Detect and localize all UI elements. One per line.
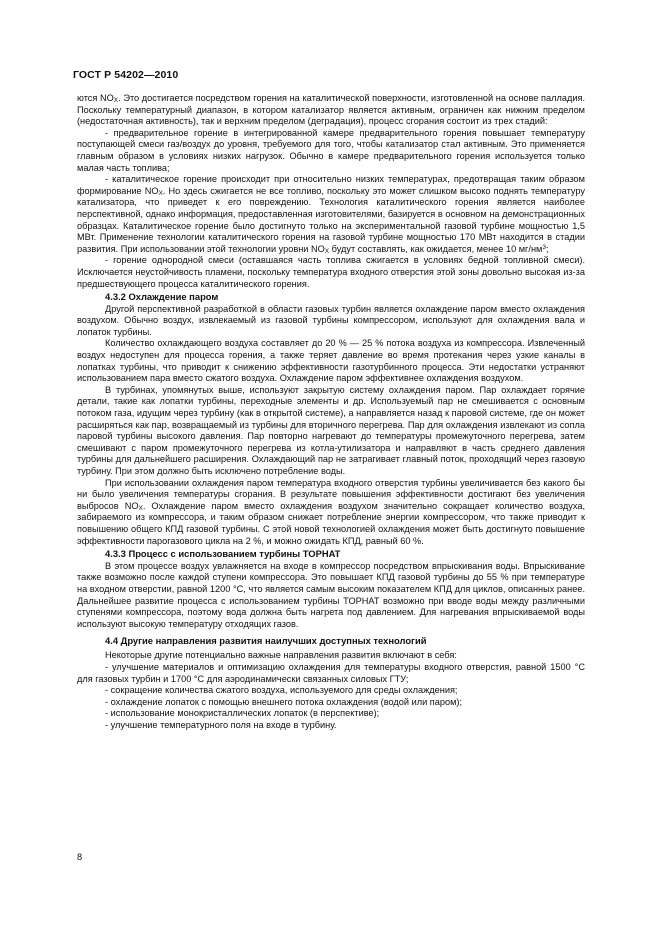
- paragraph: Количество охлаждающего воздуха составляет до 20 % — 25 % потока воздуха из компрессора. Извлеченный воздух недоступен для процесса горения, а также теряет давление во время протекания через узкие каналы в лопатках турбины, что приводит к снижению эффективности газотурбинного процесса. Эти недостатки устраняют использованием пара вместо сжатого воздуха. Охлаждение паром эффективнее охлаждения воздухом.: [77, 338, 585, 384]
- text-run: При использовании охлаждения паром температура входного отверстия турбины увеличивается без какого бы ни было увеличения температуры сгорания. В результате повышения эффективности достигают без увеличения выбросов NO: [77, 477, 585, 511]
- paragraph: Другой перспективной разработкой в области газовых турбин является охлаждение паром вместо охлаждения воздухом. Обычно воздух, извлекаемый из газовой турбины компрессором, используют для охлаждения вала и лопаток турбины.: [77, 303, 585, 337]
- page-number: 8: [77, 852, 83, 862]
- list-item: - улучшение материалов и оптимизацию охлаждения для температуры входного отверстия, равной 1500 °С для газовых турбин и 1700 °С для аэродинамически связанных силовых ГТУ;: [77, 661, 585, 684]
- subscript: X: [324, 247, 330, 255]
- section-heading: 4.3.2 Охлаждение паром: [105, 291, 219, 303]
- document-header: ГОСТ Р 54202—2010: [73, 69, 179, 81]
- paragraph: [77, 93, 585, 128]
- superscript: 3: [542, 243, 546, 251]
- paragraph: [77, 478, 585, 548]
- list-item: - предварительное горение в интегрированной камере предварительного горения повышает температуру поступающей смеси газ/воздух до уровня, требуемого для того, чтобы катализатор стал активным. Это применяется главным образом в условиях низких нагрузок. Обычно в камере предварительного горения используется только малая часть топлива;: [77, 127, 585, 173]
- text-run: . Охлаждение паром вместо охлаждения воздухом значительно сокращает количество воздуха, забираемого из компрессора, и таким образом снижает потребление энергии компрессором, что также приводит к повышению общего КПД газовой турбины. С этой новой технологией охлаждения может быть достигнуто повышение эффективности парогазового цикла на 2 %, и можно ожидать КПД, равный 60 %.: [77, 500, 585, 546]
- text-run: будут составлять, как ожидается, менее 10 мг/нм: [329, 243, 543, 254]
- text-run: ются NO: [77, 93, 114, 103]
- subscript: X: [158, 189, 163, 197]
- paragraph: В этом процессе воздух увлажняется на входе в компрессор посредством впрыскивания воды. Впрыскивание также возможно после каждой ступени компрессора. Это повышает КПД газовой турбины до 55 % при температуре на входном отверстии, равной 1200 °С, что является самым высоким показателем КПД для циклов, описанных ранее. Дальнейшее развитие процесса с использованием турбины TOPHAT возможно при вводе воды между различными ступенями компрессора, поэтому вода должна быть нагрета под давлением. Для нагревания впрыскиваемой воды используют высокую температуру отходящих газов.: [77, 560, 585, 629]
- section-heading: 4.3.3 Процесс с использованием турбины TOPHAT: [105, 548, 341, 560]
- text-run: - каталитическое горение происходит при относительно низких температурах, предотвращая таким образом формирование NO: [77, 174, 585, 196]
- paragraph: В турбинах, упомянутых выше, используют закрытую систему охлаждения паром. Пар охлаждает горячие детали, такие как лопатки турбины, переходные элементы и др. Используемый пар не смешивается с основным потоком газа, идущим через турбину (как в открытой системе), а направляется назад к паровой системе, где он может расширяться как пар, возвращаемый из турбины для вторичного перегрева. Пар для охлаждения извлекают из сопла паровой турбины высокого давления. Пар повторно нагревают до температуры промежуточного перегрева, затем смешивают с паром промежуточного перегрева из котла-утилизатора и направляют в часть среднего давления турбины для дальнейшего расширения. Охлаждающий пар не затрагивает главный поток, проходящий через газовую турбину. При этом должно быть исключено потребление воды.: [77, 384, 585, 476]
- document-body: [77, 93, 585, 731]
- list-item: - горение однородной смеси (оставшаяся часть топлива сжигается в условиях бедной топливной смеси). Исключается неустойчивость пламени, поскольку температура входного отверстия этой зоны довольно высокая из-за предшествующего процесса каталитического горения.: [77, 255, 585, 289]
- subscript: X: [138, 504, 143, 512]
- list-item: - сокращение количества сжатого воздуха, используемого для среды охлаждения;: [105, 685, 458, 696]
- list-item: - улучшение температурного поля на входе в турбину.: [105, 719, 337, 730]
- list-item: [77, 174, 585, 255]
- text-run: ;: [545, 243, 549, 254]
- section-heading: 4.4 Другие направления развития наилучших доступных технологий: [105, 635, 427, 647]
- list-item: - охлаждение лопаток с помощью внешнего потока охлаждения (водой или паром);: [105, 696, 462, 707]
- subscript: X: [113, 97, 119, 104]
- paragraph: Некоторые другие потенциально важные направления развития включают в себя:: [105, 650, 457, 661]
- list-item: - использование монокристаллических лопаток (в перспективе);: [105, 708, 380, 719]
- text-run: . Но здесь сжигается не все топливо, поскольку это может слишком высоко поднять температуру катализатора, что приведет к его повреждению. Технология каталитического горения является наиболее перспективной, однако информация, предоставленная изготовителями, базируется в основном на демонстрационных образцах. Каталитическое горение было достигнуто только на экспериментальной газовой турбине мощностью 1,5 МВт. Применение технологии каталитического горения на газовой турбине мощностью 170 МВт находится в стадии развития. При использовании этой технологии уровни NO: [77, 185, 585, 254]
- text-run: . Это достигается посредством горения на каталитической поверхности, изготовленной на основе палладия. Поскольку температурный диапазон, в котором катализатор является активным, ограничен как нижним пределом (недостаточная активность), так и верхним пределом (деградация), процесс сгорания состоит из трех стадий:: [77, 93, 585, 127]
